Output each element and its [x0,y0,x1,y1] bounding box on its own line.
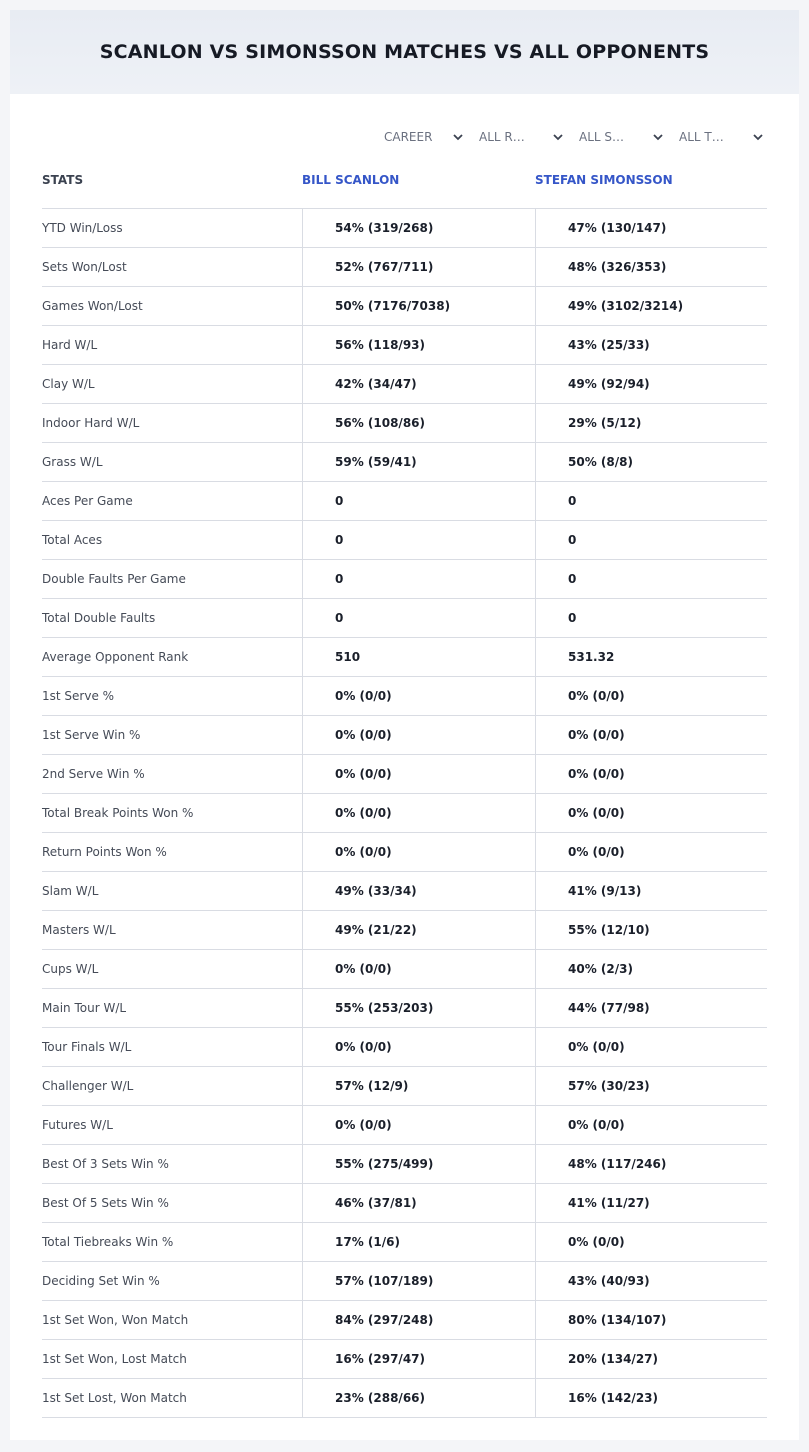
player2-cell [535,794,768,832]
player1-cell [302,1145,535,1183]
player1-cell [302,1184,535,1222]
table-row [42,1223,767,1262]
round-select-label: ALL R… [479,130,525,144]
player2-value: 0% (0/0) [568,845,625,859]
stat-label: Masters W/L [42,923,116,937]
player2-cell [535,989,768,1027]
player1-value: 59% (59/41) [335,455,417,469]
player1-value: 55% (275/499) [335,1157,434,1171]
stat-label: 1st Set Won, Lost Match [42,1352,187,1366]
player2-value: 43% (25/33) [568,338,650,352]
chevron-down-icon [552,131,564,143]
stat-label: Average Opponent Rank [42,650,189,664]
stat-label: 1st Serve Win % [42,728,141,742]
player1-cell [302,209,535,247]
player2-value: 0 [568,611,577,625]
player1-value: 0% (0/0) [335,1040,392,1054]
player2-value: 80% (134/107) [568,1313,667,1327]
table-row [42,404,767,443]
table-row [42,1379,767,1418]
table-row [42,794,767,833]
table-row [42,872,767,911]
player1-value: 23% (288/66) [335,1391,425,1405]
table-row [42,1184,767,1223]
stat-label: 2nd Serve Win % [42,767,145,781]
player1-cell [302,638,535,676]
table-row [42,1340,767,1379]
player2-cell [535,911,768,949]
player1-cell [302,443,535,481]
tournament-select-label: ALL T… [679,130,724,144]
table-row [42,599,767,638]
player2-value: 50% (8/8) [568,455,633,469]
stat-label: Best Of 3 Sets Win % [42,1157,169,1171]
player1-cell [302,794,535,832]
player1-cell [302,911,535,949]
player2-value: 47% (130/147) [568,221,667,235]
table-row [42,1028,767,1067]
page-header [10,10,799,94]
chevron-down-icon [452,131,464,143]
player1-cell [302,365,535,403]
player2-value: 49% (3102/3214) [568,299,684,313]
player1-value: 46% (37/81) [335,1196,417,1210]
player2-value: 0% (0/0) [568,1118,625,1132]
chevron-down-icon [652,131,664,143]
player1-cell [302,716,535,754]
surface-select-label: ALL S… [579,130,625,144]
player1-value: 54% (319/268) [335,221,434,235]
player2-value: 0% (0/0) [568,1040,625,1054]
player1-cell [302,872,535,910]
player2-value: 48% (117/246) [568,1157,667,1171]
player2-cell [535,1379,768,1417]
player1-value: 0% (0/0) [335,962,392,976]
player2-cell [535,755,768,793]
player2-value: 48% (326/353) [568,260,667,274]
stat-label: Deciding Set Win % [42,1274,160,1288]
player1-value: 0% (0/0) [335,806,392,820]
player1-cell [302,833,535,871]
stat-label: Double Faults Per Game [42,572,186,586]
table-row [42,1067,767,1106]
stat-label: 1st Serve % [42,689,115,703]
player1-value: 17% (1/6) [335,1235,400,1249]
stat-label: Main Tour W/L [42,1001,127,1015]
stat-label: Total Break Points Won % [42,806,194,820]
player2-value: 0% (0/0) [568,767,625,781]
player1-value: 84% (297/248) [335,1313,434,1327]
table-row [42,365,767,404]
player2-value: 44% (77/98) [568,1001,650,1015]
page-title: SCANLON VS SIMONSSON MATCHES VS ALL OPPONENTS [99,41,710,63]
table-row [42,560,767,599]
player2-cell [535,599,768,637]
player2-cell [535,1067,768,1105]
player2-cell [535,1145,768,1183]
table-row [42,950,767,989]
stat-label: YTD Win/Loss [42,221,123,235]
player2-value: 40% (2/3) [568,962,633,976]
player1-cell [302,482,535,520]
table-row [42,209,767,248]
stat-label: Total Double Faults [42,611,156,625]
player2-link[interactable]: STEFAN SIMONSSON [535,173,673,187]
player1-value: 50% (7176/7038) [335,299,451,313]
table-row [42,287,767,326]
stat-label: Return Points Won % [42,845,167,859]
table-header [42,160,767,209]
player1-value: 0% (0/0) [335,767,392,781]
player1-value: 0 [335,533,344,547]
player2-value: 0% (0/0) [568,728,625,742]
stat-label: Slam W/L [42,884,99,898]
player1-cell [302,1067,535,1105]
player1-value: 16% (297/47) [335,1352,425,1366]
table-row [42,326,767,365]
player1-cell [302,1340,535,1378]
player2-value: 531.32 [568,650,615,664]
player2-value: 29% (5/12) [568,416,642,430]
stats-table [42,160,767,1418]
player2-value: 57% (30/23) [568,1079,650,1093]
table-row [42,1106,767,1145]
player2-value: 0% (0/0) [568,1235,625,1249]
table-row [42,1145,767,1184]
player1-value: 57% (12/9) [335,1079,409,1093]
period-select-label: CAREER [384,130,433,144]
player1-cell [302,1223,535,1261]
stat-label: Total Tiebreaks Win % [42,1235,174,1249]
stat-label: Tour Finals W/L [42,1040,132,1054]
table-row [42,1301,767,1340]
table-row [42,755,767,794]
player1-cell [302,326,535,364]
player1-value: 510 [335,650,361,664]
player2-value: 41% (9/13) [568,884,642,898]
player1-value: 56% (118/93) [335,338,425,352]
tournament-select[interactable] [679,124,764,150]
player2-value: 0 [568,572,577,586]
player1-cell [302,1301,535,1339]
player1-cell [302,1028,535,1066]
player1-value: 0% (0/0) [335,689,392,703]
player2-value: 16% (142/23) [568,1391,658,1405]
stat-label: Futures W/L [42,1118,113,1132]
stats-column-header: STATS [42,173,84,187]
surface-select[interactable] [579,124,664,150]
table-row [42,677,767,716]
table-row [42,443,767,482]
player2-cell [535,443,768,481]
player2-cell [535,833,768,871]
player2-cell [535,326,768,364]
player2-cell [535,1340,768,1378]
stat-label: Hard W/L [42,338,98,352]
player1-cell [302,1106,535,1144]
player2-cell [535,1262,768,1300]
player2-cell [535,638,768,676]
stats-card [10,10,799,1440]
player2-cell [535,1106,768,1144]
table-row [42,248,767,287]
player2-cell [535,365,768,403]
player1-cell [302,989,535,1027]
player1-value: 42% (34/47) [335,377,417,391]
player1-value: 52% (767/711) [335,260,434,274]
stat-label: Cups W/L [42,962,99,976]
player1-cell [302,1379,535,1417]
player1-cell [302,248,535,286]
player2-value: 0 [568,533,577,547]
player2-cell [535,404,768,442]
stat-label: Grass W/L [42,455,103,469]
player1-value: 49% (21/22) [335,923,417,937]
filter-bar [10,124,799,150]
table-body [42,209,767,1418]
player2-cell [535,560,768,598]
player1-link[interactable]: BILL SCANLON [302,173,400,187]
player2-value: 20% (134/27) [568,1352,658,1366]
player1-value: 55% (253/203) [335,1001,434,1015]
player2-value: 55% (12/10) [568,923,650,937]
stat-label: Challenger W/L [42,1079,134,1093]
player1-value: 0% (0/0) [335,728,392,742]
player2-value: 0% (0/0) [568,806,625,820]
player1-value: 0% (0/0) [335,1118,392,1132]
table-row [42,911,767,950]
table-row [42,482,767,521]
player1-value: 0 [335,611,344,625]
player1-cell [302,1262,535,1300]
stat-label: 1st Set Lost, Won Match [42,1391,187,1405]
player2-cell [535,677,768,715]
table-row [42,833,767,872]
player1-cell [302,521,535,559]
player2-cell [535,248,768,286]
player1-cell [302,755,535,793]
stat-label: Total Aces [42,533,103,547]
player2-cell [535,950,768,988]
stat-label: Best Of 5 Sets Win % [42,1196,169,1210]
player1-value: 49% (33/34) [335,884,417,898]
table-row [42,989,767,1028]
stat-label: Aces Per Game [42,494,133,508]
player1-cell [302,599,535,637]
stat-label: Clay W/L [42,377,95,391]
player2-value: 41% (11/27) [568,1196,650,1210]
player1-cell [302,950,535,988]
player1-cell [302,560,535,598]
player2-cell [535,1301,768,1339]
player1-value: 0 [335,494,344,508]
player2-value: 0% (0/0) [568,689,625,703]
player2-cell [535,482,768,520]
player2-cell [535,1184,768,1222]
player2-cell [535,872,768,910]
player1-cell [302,404,535,442]
player1-value: 56% (108/86) [335,416,425,430]
player1-value: 0 [335,572,344,586]
player1-cell [302,677,535,715]
player2-cell [535,1223,768,1261]
stat-label: Games Won/Lost [42,299,143,313]
player2-cell [535,209,768,247]
player2-cell [535,1028,768,1066]
player2-value: 43% (40/93) [568,1274,650,1288]
stat-label: Indoor Hard W/L [42,416,140,430]
player2-value: 0 [568,494,577,508]
player1-value: 0% (0/0) [335,845,392,859]
player2-cell [535,287,768,325]
player1-value: 57% (107/189) [335,1274,434,1288]
player1-cell [302,287,535,325]
table-row [42,521,767,560]
player2-value: 49% (92/94) [568,377,650,391]
table-row [42,638,767,677]
player2-cell [535,716,768,754]
stat-label: 1st Set Won, Won Match [42,1313,189,1327]
table-row [42,1262,767,1301]
round-select[interactable] [479,124,564,150]
table-row [42,716,767,755]
stat-label: Sets Won/Lost [42,260,127,274]
period-select[interactable] [384,124,464,150]
chevron-down-icon [752,131,764,143]
player2-cell [535,521,768,559]
